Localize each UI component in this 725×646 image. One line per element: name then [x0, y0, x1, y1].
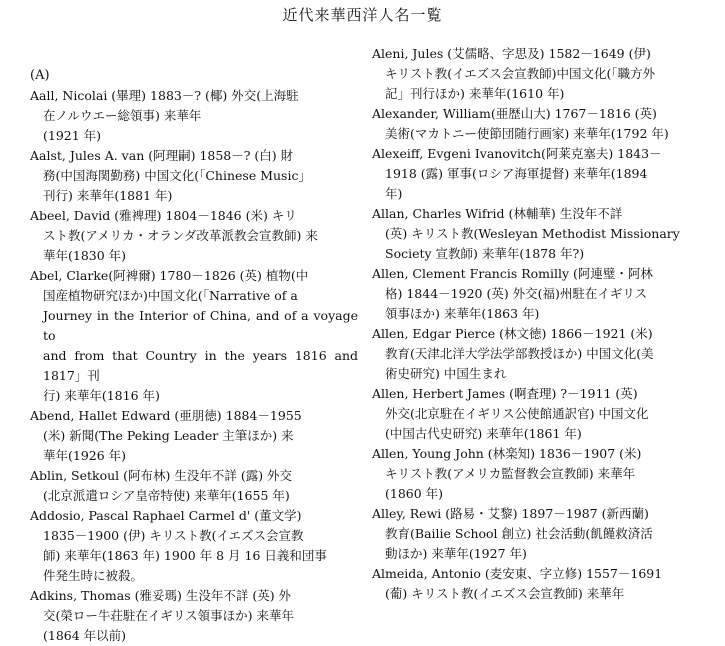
entry-head: Aalst, Jules A. van (阿理嗣) 1858－? (白) 財: [30, 148, 294, 163]
entry-line: 件発生時に被殺。: [43, 568, 144, 583]
section-heading: (A): [30, 68, 50, 83]
entry-head: Almeida, Antonio (麦安東、字立修) 1557－1691: [372, 566, 663, 581]
entry-line: 華年(1926 年): [43, 448, 127, 463]
entry-line: キリスト教(イエズス会宣教師)中国文化(「職方外: [385, 66, 656, 81]
entry-head: Allen, Herbert James (啊査理) ?－1911 (英): [372, 386, 638, 401]
entry-head: Abel, Clarke(阿裨爾) 1780－1826 (英) 植物(中: [30, 268, 309, 283]
entry-head: Allan, Charles Wifrid (林輔華) 生没年不詳: [372, 206, 623, 221]
entry-line: Society 宣教師) 来華年(1878 年?): [385, 246, 585, 261]
list-item: [372, 504, 700, 564]
entry-line: 教育(Bailie School 創立) 社会活動(飢饉救済活: [385, 526, 653, 541]
list-item: [372, 444, 700, 504]
entry-head: Allen, Clement Francis Romilly (阿連璧・阿林: [372, 266, 653, 281]
list-item: [30, 146, 358, 206]
entry-line: 記」刊行ほか) 来華年(1610 年): [385, 86, 565, 101]
list-item: [372, 384, 700, 444]
list-item: [372, 564, 700, 604]
entry-line: 務(中国海関勤務) 中国文化(「Chinese Music」: [43, 168, 311, 183]
entry-head: Aall, Nicolai (畢理) 1883－? (椰) 外交(上海駐: [30, 88, 299, 103]
entry-line: (英) キリスト教(Wesleyan Methodist Missionary: [385, 226, 680, 241]
entry-head: Adkins, Thomas (雅妥瑪) 生没年不詳 (英) 外: [30, 588, 292, 603]
list-item: [372, 144, 700, 204]
list-item: [372, 264, 700, 324]
entry-head: Aleni, Jules (艾儒略、字思及) 1582－1649 (伊): [372, 46, 651, 61]
entry-line: (北京派遣ロシア皇帝特使) 来華年(1655 年): [43, 488, 290, 503]
entry-line: 美術(マカトニー使節団随行画家) 来華年(1792 年): [385, 126, 669, 141]
list-item: [372, 204, 700, 264]
entry-head: Alexeiff, Evgeni Ivanovitch(阿莱克塞夫) 1843－: [372, 146, 662, 161]
entry-line: 格) 1844－1920 (英) 外交(福)州駐在イギリス: [385, 286, 648, 301]
entry-line: 行) 来華年(1816 年): [43, 388, 160, 403]
entry-line: 師) 来華年(1863 年) 1900 年 8 月 16 日義和団事: [43, 548, 327, 563]
list-item: [372, 104, 700, 144]
entry-line: (1860 年): [385, 486, 444, 501]
list-item: [30, 506, 358, 586]
list-item: [372, 44, 700, 104]
entry-head: Abend, Hallet Edward (亜朋徳) 1884－1955: [30, 408, 302, 423]
entry-line: (葡) キリスト教(イエズス会宣教師) 来華年: [385, 586, 625, 601]
entry-head: Addosio, Pascal Raphael Carmel d' (董文学): [30, 508, 302, 523]
list-item: [372, 324, 700, 384]
entry-line: 在ノルウエー総領事) 来華年: [43, 108, 202, 123]
entry-line: 華年(1830 年): [43, 248, 127, 263]
entry-head: Alexander, William(亜歴山大) 1767－1816 (英): [372, 106, 657, 121]
entry-line: (1921 年): [43, 128, 102, 143]
entry-line: 外交(北京駐在イギリス公使館通訳官) 中国文化: [385, 406, 649, 421]
entry-line: 国産植物研究ほか)中国文化(「Narrative of a: [43, 288, 298, 303]
entry-line: (1864 年以前): [43, 628, 127, 643]
entry-line: 年): [385, 186, 403, 201]
entry-line: 刊行) 来華年(1881 年): [43, 188, 173, 203]
entry-line: 1835－1900 (伊) キリスト教(イエズス会宣教: [43, 528, 304, 543]
entry-line: スト教(アメリカ・オランダ改革派教会宣教師) 来: [43, 228, 318, 243]
list-item: [30, 206, 358, 266]
entry-line: 動ほか) 来華年(1927 年): [385, 546, 527, 561]
entry-line: 教育(天津北洋大学法学部教授ほか) 中国文化(美: [385, 346, 654, 361]
page-title: 近代来華西洋人名一覧: [282, 6, 443, 24]
list-item: [30, 266, 358, 406]
entry-line: and from that Country in the years 1816 and 1817」刊: [43, 348, 358, 383]
right-column: [372, 44, 700, 604]
entry-line: 交(榮ロー牛荘駐在イギリス領事ほか) 来華年: [43, 608, 294, 623]
entry-head: Alley, Rewi (路易・艾黎) 1897－1987 (新西蘭): [372, 506, 649, 521]
entry-line: (中国古代史研究) 来華年(1861 年): [385, 426, 582, 441]
list-item: [30, 466, 358, 506]
entry-head: Abeel, David (雅裨理) 1804－1846 (米) キリ: [30, 208, 297, 223]
entry-head: Ablin, Setkoul (阿布林) 生没年不詳 (露) 外交: [30, 468, 293, 483]
left-column: [30, 66, 358, 646]
entry-line: 領事ほか) 来華年(1863 年): [385, 306, 540, 321]
entry-line: キリスト教(アメリカ監督教会宣教師) 来華年: [385, 466, 636, 481]
list-item: [30, 86, 358, 146]
entry-head: Allen, Young John (林楽知) 1836－1907 (米): [372, 446, 642, 461]
entry-line: (米) 新聞(The Peking Leader 主筆ほか) 来: [43, 428, 294, 443]
entry-line: 術史研究) 中国生まれ: [385, 366, 507, 381]
list-item: [30, 406, 358, 466]
entry-head: Allen, Edgar Pierce (林文徳) 1866－1921 (米): [372, 326, 653, 341]
list-item: [30, 586, 358, 646]
entry-line: 1918 (露) 軍事(ロシア海軍提督) 来華年(1894: [385, 166, 648, 181]
entry-line: Journey in the Interior of China, and of a voyage to: [43, 308, 358, 343]
